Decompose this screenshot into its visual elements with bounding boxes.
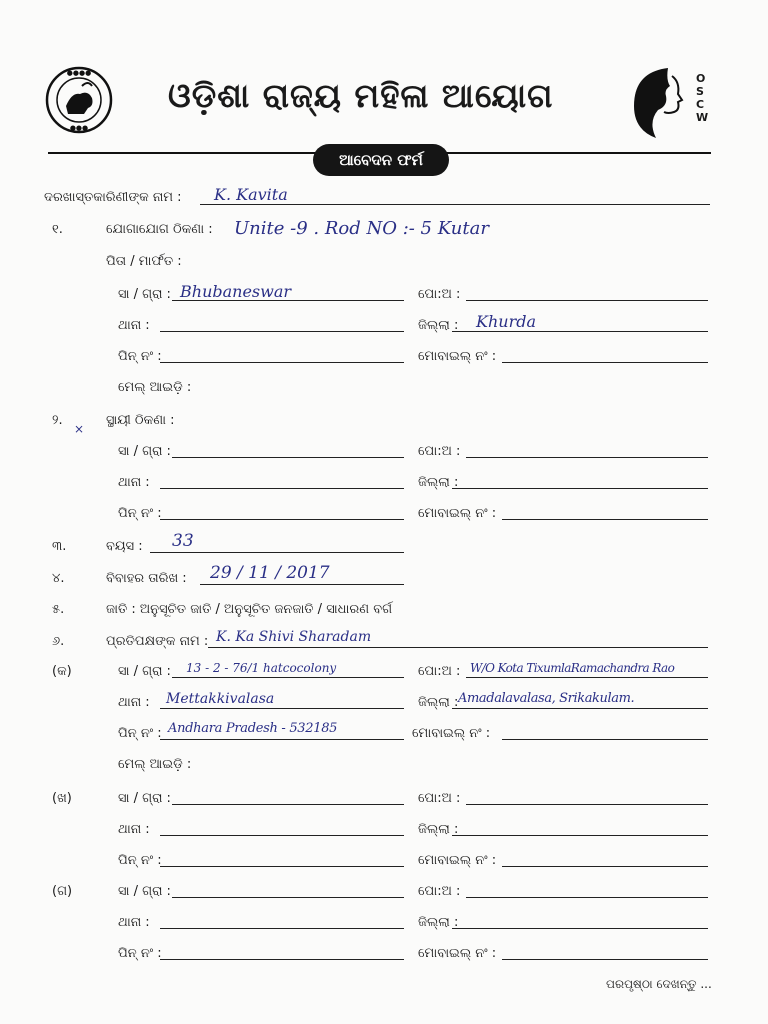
ga-mobile-line	[502, 959, 708, 960]
item-2-mark: ×	[74, 422, 85, 436]
permanent-pin-label: ପିନ୍ ନଂ :	[118, 506, 162, 521]
ga-po-line	[466, 897, 708, 898]
age-value: 33	[172, 531, 194, 551]
ka-village-label: ସା / ଗ୍ରା :	[118, 664, 171, 679]
ka-thana-label: ଥାନା :	[118, 695, 150, 710]
permanent-district-line	[452, 488, 708, 489]
item-3-number: ୩.	[52, 539, 67, 554]
svg-text:●●●●: ●●●●	[66, 69, 92, 77]
permanent-thana-line	[160, 488, 404, 489]
contact-thana-label: ଥାନା :	[118, 318, 150, 333]
ka-po-line	[466, 677, 708, 678]
kha-thana-line	[160, 835, 404, 836]
permanent-thana-label: ଥାନା :	[118, 475, 150, 490]
permanent-district-label: ଜିଲ୍ଲା :	[418, 475, 459, 490]
age-line	[150, 552, 404, 553]
applicant-name-label: ଦରଖାସ୍ତକାରିଣୀଙ୍କ ନାମ :	[44, 190, 182, 205]
svg-text:●●●: ●●●	[69, 124, 89, 132]
ga-village-line	[172, 897, 404, 898]
ga-village-label: ସା / ଗ୍ରା :	[118, 884, 171, 899]
ka-district-line	[452, 708, 708, 709]
ka-district-label: ଜିଲ୍ଲା :	[418, 695, 459, 710]
ga-pin-label: ପିନ୍ ନଂ :	[118, 946, 162, 961]
ka-pin-line	[160, 739, 404, 740]
permanent-address-label: ସ୍ଥାୟୀ ଠିକଣା :	[106, 413, 175, 428]
ka-mobile-line	[502, 739, 708, 740]
odisha-emblem-logo	[44, 60, 114, 146]
kha-village-line	[172, 804, 404, 805]
kha-village-label: ସା / ଗ୍ରା :	[118, 791, 171, 806]
contact-address-label: ଯୋଗାଯୋଗ ଠିକଣା :	[106, 222, 213, 237]
page-title: ଓଡ଼ିଶା ରାଜ୍ୟ ମହିଳା ଆୟୋଗ	[168, 76, 554, 115]
contact-mobile-line	[502, 362, 708, 363]
contact-address-value: Unite -9 . Rod NO :- 5 Kutar	[234, 218, 489, 239]
ga-district-label: ଜିଲ୍ଲା :	[418, 915, 459, 930]
continue-next-page-note: ପରପୃଷ୍ଠା ଦେଖନ୍ତୁ ...	[606, 977, 712, 991]
permanent-village-label: ସା / ଗ୍ରା :	[118, 444, 171, 459]
address-ka-marker: (କ)	[52, 664, 72, 679]
kha-thana-label: ଥାନା :	[118, 822, 150, 837]
kha-po-line	[466, 804, 708, 805]
marriage-date-label: ବିବାହର ତାରିଖ :	[106, 571, 187, 586]
opponent-name-label: ପ୍ରତିପକ୍ଷଙ୍କ ନାମ :	[106, 634, 209, 649]
item-1-number: ୧.	[52, 222, 63, 237]
contact-pin-line	[160, 362, 404, 363]
kha-mobile-line	[502, 866, 708, 867]
ga-mobile-label: ମୋବାଇଲ୍ ନଂ :	[418, 946, 497, 961]
permanent-po-line	[466, 457, 708, 458]
kha-pin-line	[160, 866, 404, 867]
ga-district-line	[452, 928, 708, 929]
ka-email-label: ମେଲ୍ ଆଇଡ଼ି :	[118, 757, 192, 772]
marriage-date-value: 29 / 11 / 2017	[210, 563, 330, 583]
contact-thana-line	[160, 331, 404, 332]
contact-pin-label: ପିନ୍ ନଂ :	[118, 349, 162, 364]
opponent-name-line	[208, 647, 708, 648]
age-label: ବୟସ :	[106, 539, 143, 554]
ka-thana-value: Mettakkivalasa	[166, 691, 275, 707]
oscw-logo	[628, 62, 718, 142]
contact-village-value: Bhubaneswar	[180, 282, 292, 301]
contact-district-value: Khurda	[476, 312, 536, 331]
ga-thana-line	[160, 928, 404, 929]
ka-po-label: ପୋ:ଅ :	[418, 664, 461, 679]
kha-district-label: ଜିଲ୍ଲା :	[418, 822, 459, 837]
contact-mobile-label: ମୋବାଇଲ୍ ନଂ :	[418, 349, 497, 364]
item-2-number: ୨.	[52, 413, 63, 428]
contact-po-label: ପୋ:ଅ :	[418, 287, 461, 302]
ka-thana-line	[160, 708, 404, 709]
item-5-number: ୫.	[52, 602, 65, 617]
item-4-number: ୪.	[52, 571, 65, 586]
permanent-mobile-label: ମୋବାଇଲ୍ ନଂ :	[418, 506, 497, 521]
ka-pin-value: Andhara Pradesh - 532185	[168, 721, 338, 736]
contact-village-label: ସା / ଗ୍ରା :	[118, 287, 171, 302]
kha-pin-label: ପିନ୍ ନଂ :	[118, 853, 162, 868]
permanent-mobile-line	[502, 519, 708, 520]
item-6-number: ୬.	[52, 634, 65, 649]
address-ga-marker: (ଗ)	[52, 884, 73, 899]
ka-po-value: W/O Kota TixumlaRamachandra Rao	[470, 661, 675, 675]
ka-district-value: Amadalavalasa, Srikakulam.	[458, 691, 635, 706]
ga-po-label: ପୋ:ଅ :	[418, 884, 461, 899]
permanent-po-label: ପୋ:ଅ :	[418, 444, 461, 459]
form-title-badge: ଆବେଦନ ଫର୍ମ	[313, 144, 449, 176]
opponent-name-value: K. Ka Shivi Sharadam	[216, 629, 372, 645]
address-kha-marker: (ଖ)	[52, 791, 72, 806]
applicant-name-line	[200, 204, 710, 205]
kha-mobile-label: ମୋବାଇଲ୍ ନଂ :	[418, 853, 497, 868]
permanent-village-line	[172, 457, 404, 458]
marriage-date-line	[200, 584, 404, 585]
kha-po-label: ପୋ:ଅ :	[418, 791, 461, 806]
permanent-pin-line	[160, 519, 404, 520]
caste-label: ଜାତି : ଅନୁସୂଚିତ ଜାତି / ଅନୁସୂଚିତ ଜନଜାତି / ସାଧାରଣ ବର୍ଗ	[106, 602, 393, 617]
ga-pin-line	[160, 959, 404, 960]
ka-village-value: 13 - 2 - 76/1 hatcocolony	[186, 661, 337, 675]
ga-thana-label: ଥାନା :	[118, 915, 150, 930]
contact-district-line	[452, 331, 708, 332]
contact-district-label: ଜିଲ୍ଲା :	[418, 318, 459, 333]
ka-pin-label: ପିନ୍ ନଂ :	[118, 726, 162, 741]
kha-district-line	[452, 835, 708, 836]
applicant-name-value: K. Kavita	[214, 185, 288, 204]
oscw-logo-text: OSCW	[696, 72, 709, 124]
contact-email-label: ମେଲ୍ ଆଇଡ଼ି :	[118, 380, 192, 395]
ka-village-line	[172, 677, 404, 678]
ka-mobile-label: ମୋବାଇଲ୍ ନଂ :	[412, 726, 491, 741]
father-label: ପିତା / ମାର୍ଫତ :	[106, 254, 182, 269]
contact-po-line	[466, 300, 708, 301]
